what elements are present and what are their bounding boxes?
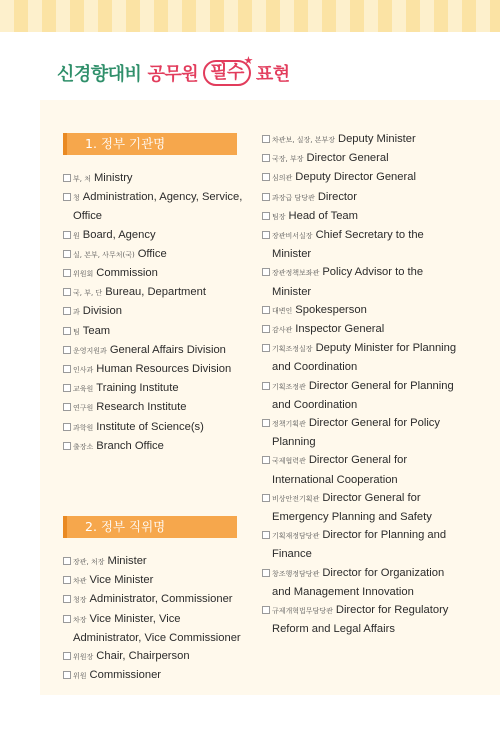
english-term: Commission <box>96 267 158 280</box>
checkbox-icon[interactable] <box>63 403 71 411</box>
english-term: Administration, Agency, Service, Office <box>73 191 243 223</box>
right-column <box>262 130 462 638</box>
checkbox-icon[interactable] <box>63 269 71 277</box>
list-item <box>262 564 462 601</box>
list-item <box>262 320 462 339</box>
korean-term: 부, 처 <box>73 175 91 183</box>
english-term: Human Resources Division <box>96 363 232 376</box>
list-item <box>63 379 248 398</box>
english-term: Branch Office <box>96 439 164 452</box>
korean-term: 기획조정관 <box>272 382 306 391</box>
checkbox-icon[interactable] <box>63 307 71 315</box>
title-part1: 신경향대비 <box>57 64 142 85</box>
decorative-top-stripe <box>0 0 500 32</box>
section-header-agencies: 1. 정부 기관명 <box>63 133 237 155</box>
english-term: Director General for Policy Planning <box>272 417 440 449</box>
star-icon: ★ <box>243 54 253 67</box>
checkbox-icon[interactable] <box>63 384 71 392</box>
korean-term: 차관보, 실장, 본부장 <box>272 136 335 144</box>
checkbox-icon[interactable] <box>63 423 71 431</box>
checkbox-icon[interactable] <box>262 325 270 333</box>
english-term: Director General for International Cooperation <box>272 454 408 486</box>
english-term: Commissioner <box>89 669 162 682</box>
english-term: Administrator, Commissioner <box>89 593 233 606</box>
korean-term: 비상안전기획관 <box>272 494 320 503</box>
list-item <box>262 601 462 638</box>
korean-term: 국, 부, 단 <box>73 289 103 298</box>
checkbox-icon[interactable] <box>63 327 71 335</box>
english-term: Office <box>137 247 167 260</box>
english-term: Policy Advisor to the Minister <box>272 266 424 298</box>
list-item <box>262 451 462 488</box>
korean-term: 청 <box>73 194 80 203</box>
list-item <box>262 339 462 376</box>
list-item <box>262 188 462 207</box>
english-term: Deputy Minister for Planning and Coordination <box>272 342 457 374</box>
checkbox-icon[interactable] <box>63 595 71 603</box>
checkbox-icon[interactable] <box>63 671 71 679</box>
checkbox-icon[interactable] <box>262 212 270 220</box>
checkbox-icon[interactable] <box>63 250 71 258</box>
list-item <box>262 377 462 414</box>
korean-term: 출장소 <box>73 442 94 451</box>
list-item <box>262 526 462 563</box>
korean-term: 차관 <box>73 577 87 586</box>
korean-term: 장관비서실장 <box>272 232 313 241</box>
position-list-continued <box>262 130 462 638</box>
korean-term: 장관, 처장 <box>73 558 105 567</box>
list-item <box>63 341 248 360</box>
english-term: Director for Organization and Management Innovation <box>272 566 445 598</box>
list-item <box>63 437 248 456</box>
english-term: Research Institute <box>96 401 187 414</box>
list-item <box>63 552 248 571</box>
title-badge <box>203 54 253 86</box>
title-part3: 표현 <box>255 64 290 85</box>
english-term: Vice Minister <box>89 574 154 587</box>
list-item <box>63 360 248 379</box>
korean-term: 심의관 <box>272 174 293 183</box>
checkbox-icon[interactable] <box>262 306 270 314</box>
list-item <box>63 302 248 321</box>
checkbox-icon[interactable] <box>63 652 71 660</box>
korean-term: 창조행정담당관 <box>272 569 320 578</box>
title-part2: 공무원 <box>147 64 199 85</box>
agency-list <box>63 169 248 456</box>
list-item <box>262 168 462 187</box>
list-item <box>262 489 462 526</box>
korean-term: 국제협력관 <box>272 457 306 466</box>
list-item <box>63 398 248 417</box>
checkbox-icon[interactable] <box>262 154 270 162</box>
korean-term: 연구원 <box>73 404 94 413</box>
position-list <box>63 552 248 685</box>
english-term: Inspector General <box>295 323 385 336</box>
english-term: Head of Team <box>288 209 358 222</box>
checkbox-icon[interactable] <box>262 135 270 143</box>
korean-term: 위원회 <box>73 270 94 279</box>
english-term: Director General <box>306 152 389 165</box>
korean-term: 규제개혁법무담당관 <box>272 607 333 616</box>
list-item <box>63 666 248 685</box>
checkbox-icon[interactable] <box>262 173 270 181</box>
section-header-positions: 2. 정부 직위명 <box>63 516 237 538</box>
english-term: Minister <box>107 555 147 568</box>
english-term: Institute of Science(s) <box>96 420 204 433</box>
korean-term: 차장 <box>73 615 87 624</box>
checkbox-icon[interactable] <box>262 382 270 390</box>
list-item <box>63 590 248 609</box>
list-item <box>63 188 248 225</box>
list-item <box>63 283 248 302</box>
korean-term: 교육원 <box>73 385 94 394</box>
english-term: Training Institute <box>96 382 179 395</box>
checkbox-icon[interactable] <box>262 569 270 577</box>
list-item <box>63 571 248 590</box>
left-column <box>63 133 248 685</box>
list-item <box>262 301 462 320</box>
checkbox-icon[interactable] <box>63 346 71 354</box>
page-title <box>57 54 290 88</box>
checkbox-icon[interactable] <box>63 288 71 296</box>
checkbox-icon[interactable] <box>262 606 270 614</box>
checkbox-icon[interactable] <box>262 419 270 427</box>
english-term: Vice Minister, Vice Administrator, Vice Commissioner <box>73 612 241 644</box>
english-term: Bureau, Department <box>105 286 206 299</box>
checkbox-icon[interactable] <box>63 615 71 623</box>
korean-term: 실, 본부, 사무처(국) <box>73 250 135 259</box>
korean-term: 팀장 <box>272 212 286 221</box>
list-item <box>63 647 248 666</box>
korean-term: 과장급 담당관 <box>272 193 315 202</box>
korean-term: 국장, 부장 <box>272 155 304 164</box>
checkbox-icon[interactable] <box>262 456 270 464</box>
english-term: Deputy Director General <box>295 171 416 184</box>
english-term: Director for Regulatory Reform and Legal Affairs <box>272 604 449 636</box>
list-item <box>262 207 462 226</box>
checkbox-icon[interactable] <box>262 193 270 201</box>
korean-term: 기획조정실장 <box>272 345 313 354</box>
list-item <box>262 263 462 300</box>
korean-term: 위원장 <box>73 653 94 662</box>
korean-term: 원 <box>73 231 80 240</box>
checkbox-icon[interactable] <box>262 231 270 239</box>
english-term: Division <box>82 305 122 318</box>
list-item <box>63 610 248 647</box>
list-item <box>262 130 462 149</box>
list-item <box>63 322 248 341</box>
checkbox-icon[interactable] <box>63 442 71 450</box>
list-item <box>63 245 248 264</box>
korean-term: 과학원 <box>73 423 94 432</box>
korean-term: 위원 <box>73 672 87 681</box>
english-term: Board, Agency <box>82 228 156 241</box>
list-item <box>262 414 462 451</box>
list-item <box>63 226 248 245</box>
checkbox-icon[interactable] <box>262 344 270 352</box>
korean-term: 감사관 <box>272 326 293 335</box>
list-item <box>63 169 248 188</box>
list-item <box>63 264 248 283</box>
checkbox-icon[interactable] <box>63 174 71 182</box>
title-badge-text: 필수 <box>210 62 244 83</box>
english-term: Director for Planning and Finance <box>272 529 447 561</box>
english-term: Ministry <box>93 172 133 184</box>
english-term: General Affairs Division <box>109 343 226 356</box>
english-term: Chair, Chairperson <box>96 650 190 663</box>
english-term: Director General for Planning and Coordination <box>272 379 454 411</box>
korean-term: 정책기획관 <box>272 420 306 429</box>
checkbox-icon[interactable] <box>63 231 71 239</box>
checkbox-icon[interactable] <box>262 268 270 276</box>
korean-term: 과 <box>73 308 80 317</box>
korean-term: 장관정책보좌관 <box>272 269 320 278</box>
korean-term: 팀 <box>73 327 80 336</box>
korean-term: 청장 <box>73 596 87 605</box>
english-term: Director General for Emergency Planning and Safety <box>272 491 432 524</box>
checkbox-icon[interactable] <box>63 193 71 201</box>
list-item <box>262 226 462 263</box>
english-term: Director <box>317 190 357 203</box>
list-item <box>262 149 462 168</box>
checkbox-icon[interactable] <box>63 557 71 565</box>
korean-term: 인사과 <box>73 366 94 375</box>
korean-term: 대변인 <box>272 306 293 315</box>
english-term: Deputy Minister <box>338 133 416 145</box>
checkbox-icon[interactable] <box>262 531 270 539</box>
checkbox-icon[interactable] <box>63 365 71 373</box>
english-term: Spokesperson <box>295 303 367 316</box>
english-term: Team <box>82 324 111 337</box>
english-term: Chief Secretary to the Minister <box>272 229 424 261</box>
checkbox-icon[interactable] <box>63 576 71 584</box>
korean-term: 기획재정담당관 <box>272 532 320 541</box>
list-item <box>63 418 248 437</box>
korean-term: 운영지원과 <box>73 346 107 355</box>
checkbox-icon[interactable] <box>262 494 270 502</box>
